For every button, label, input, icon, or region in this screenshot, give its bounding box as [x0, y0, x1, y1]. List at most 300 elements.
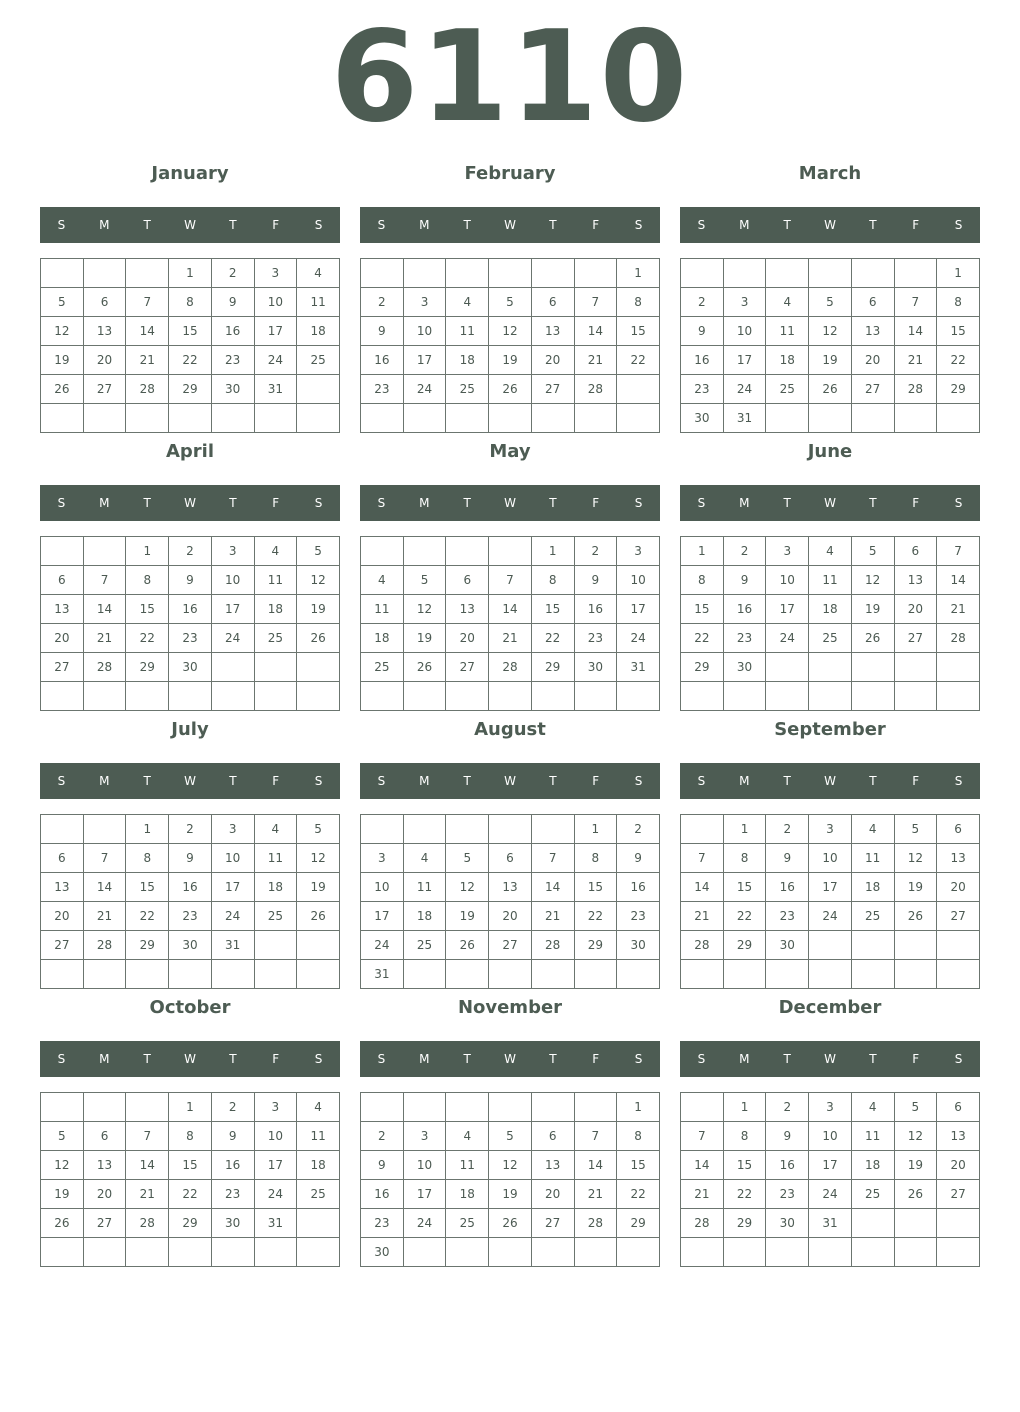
weekday-label: S — [377, 774, 386, 788]
day-cell: 23 — [681, 375, 724, 404]
empty-day-cell — [489, 259, 532, 288]
empty-day-cell — [446, 960, 489, 989]
empty-day-cell — [851, 259, 894, 288]
day-cell: 14 — [489, 595, 532, 624]
day-cell: 16 — [211, 1151, 254, 1180]
empty-day-cell — [446, 1093, 489, 1122]
week-row — [681, 404, 980, 433]
day-cell: 29 — [681, 653, 724, 682]
empty-day-cell — [681, 682, 724, 711]
day-cell: 29 — [574, 931, 617, 960]
empty-day-cell — [617, 682, 660, 711]
day-cell: 30 — [361, 1238, 404, 1267]
day-cell: 29 — [617, 1209, 660, 1238]
weekday-header — [40, 207, 340, 243]
weekday-label: F — [912, 218, 920, 232]
day-cell: 4 — [297, 259, 340, 288]
day-cell: 5 — [894, 815, 937, 844]
day-cell: 9 — [361, 1151, 404, 1180]
day-cell: 10 — [809, 844, 852, 873]
day-cell: 4 — [361, 566, 404, 595]
day-cell: 18 — [361, 624, 404, 653]
day-cell: 22 — [126, 902, 169, 931]
empty-day-cell — [83, 682, 126, 711]
day-cell: 19 — [41, 346, 84, 375]
day-cell: 8 — [126, 566, 169, 595]
week-row — [41, 682, 340, 711]
day-cell: 18 — [809, 595, 852, 624]
day-cell: 1 — [617, 259, 660, 288]
day-cell: 19 — [489, 1180, 532, 1209]
empty-day-cell — [766, 1238, 809, 1267]
weekday-label: T — [229, 218, 237, 232]
day-cell: 17 — [361, 902, 404, 931]
day-grid — [680, 814, 980, 989]
empty-day-cell — [361, 537, 404, 566]
day-cell: 8 — [169, 288, 212, 317]
day-cell: 14 — [126, 317, 169, 346]
empty-day-cell — [297, 653, 340, 682]
day-cell: 15 — [617, 1151, 660, 1180]
empty-day-cell — [894, 1238, 937, 1267]
weekday-label: F — [592, 774, 600, 788]
weekday-label: S — [377, 496, 386, 510]
weekday-header — [40, 1041, 340, 1077]
weekday-header — [40, 485, 340, 521]
empty-day-cell — [254, 653, 297, 682]
week-row — [41, 566, 340, 595]
day-cell: 18 — [254, 873, 297, 902]
day-cell: 31 — [211, 931, 254, 960]
day-cell: 28 — [681, 1209, 724, 1238]
day-cell: 18 — [446, 1180, 489, 1209]
empty-day-cell — [531, 960, 574, 989]
month-name: April — [165, 441, 215, 462]
weekday-label: M — [99, 218, 110, 232]
empty-day-cell — [361, 1093, 404, 1122]
week-row — [361, 931, 660, 960]
week-row — [681, 259, 980, 288]
day-cell: 11 — [766, 317, 809, 346]
weekday-label: M — [419, 218, 430, 232]
day-cell: 8 — [723, 1122, 766, 1151]
day-cell: 7 — [83, 844, 126, 873]
day-cell: 27 — [83, 1209, 126, 1238]
weekday-label: M — [739, 496, 750, 510]
week-row — [681, 873, 980, 902]
week-row — [361, 682, 660, 711]
day-cell: 26 — [894, 902, 937, 931]
empty-day-cell — [41, 682, 84, 711]
day-cell: 1 — [126, 815, 169, 844]
week-row — [41, 873, 340, 902]
day-cell: 13 — [937, 844, 980, 873]
day-cell: 16 — [211, 317, 254, 346]
empty-day-cell — [681, 960, 724, 989]
day-cell: 29 — [126, 653, 169, 682]
day-cell: 14 — [83, 595, 126, 624]
weekday-label: T — [869, 1052, 877, 1066]
day-cell: 27 — [489, 931, 532, 960]
day-cell: 11 — [297, 1122, 340, 1151]
empty-day-cell — [403, 259, 446, 288]
day-cell: 17 — [254, 1151, 297, 1180]
day-cell: 13 — [894, 566, 937, 595]
empty-day-cell — [531, 259, 574, 288]
empty-day-cell — [41, 404, 84, 433]
day-cell: 6 — [41, 844, 84, 873]
day-cell: 3 — [809, 815, 852, 844]
day-cell: 26 — [894, 1180, 937, 1209]
empty-day-cell — [83, 259, 126, 288]
day-cell: 21 — [681, 1180, 724, 1209]
day-cell: 1 — [169, 259, 212, 288]
week-row — [41, 1238, 340, 1267]
day-cell: 25 — [403, 931, 446, 960]
day-cell: 2 — [766, 815, 809, 844]
day-cell: 27 — [41, 653, 84, 682]
weekday-header — [40, 763, 340, 799]
month-name: May — [489, 441, 531, 462]
day-cell: 30 — [211, 1209, 254, 1238]
weekday-label: W — [824, 1052, 836, 1066]
day-cell: 8 — [937, 288, 980, 317]
weekday-label: W — [184, 774, 196, 788]
week-row — [361, 815, 660, 844]
day-cell: 26 — [809, 375, 852, 404]
day-cell: 31 — [254, 1209, 297, 1238]
week-row — [681, 844, 980, 873]
day-cell: 11 — [446, 1151, 489, 1180]
empty-day-cell — [574, 682, 617, 711]
weekday-label: W — [184, 1052, 196, 1066]
day-cell: 22 — [937, 346, 980, 375]
empty-day-cell — [937, 1209, 980, 1238]
day-cell: 24 — [361, 931, 404, 960]
day-cell: 13 — [531, 317, 574, 346]
empty-day-cell — [851, 682, 894, 711]
day-cell: 18 — [254, 595, 297, 624]
day-cell: 2 — [574, 537, 617, 566]
day-cell: 25 — [361, 653, 404, 682]
day-cell: 22 — [723, 902, 766, 931]
day-cell: 9 — [681, 317, 724, 346]
empty-day-cell — [169, 960, 212, 989]
day-cell: 14 — [681, 873, 724, 902]
weekday-label: F — [272, 774, 280, 788]
weekday-label: W — [184, 218, 196, 232]
day-cell: 5 — [403, 566, 446, 595]
day-cell: 8 — [617, 1122, 660, 1151]
day-cell: 13 — [851, 317, 894, 346]
day-grid — [360, 814, 660, 989]
weekday-label: T — [869, 774, 877, 788]
weekday-label: F — [912, 774, 920, 788]
day-cell: 25 — [446, 1209, 489, 1238]
empty-day-cell — [809, 259, 852, 288]
empty-day-cell — [766, 404, 809, 433]
week-row — [361, 1209, 660, 1238]
empty-day-cell — [126, 1238, 169, 1267]
week-row — [41, 595, 340, 624]
empty-day-cell — [403, 682, 446, 711]
day-cell: 19 — [809, 346, 852, 375]
empty-day-cell — [361, 682, 404, 711]
weekday-label: T — [869, 218, 877, 232]
day-cell: 27 — [937, 902, 980, 931]
day-cell: 25 — [809, 624, 852, 653]
day-cell: 12 — [297, 566, 340, 595]
week-row — [361, 960, 660, 989]
day-cell: 15 — [617, 317, 660, 346]
empty-day-cell — [937, 682, 980, 711]
empty-day-cell — [297, 375, 340, 404]
day-cell: 25 — [254, 624, 297, 653]
weekday-label: S — [314, 1052, 323, 1066]
week-row — [681, 317, 980, 346]
day-cell: 26 — [489, 375, 532, 404]
day-cell: 5 — [894, 1093, 937, 1122]
day-cell: 26 — [297, 902, 340, 931]
day-cell: 6 — [531, 288, 574, 317]
day-cell: 9 — [211, 1122, 254, 1151]
empty-day-cell — [403, 960, 446, 989]
week-row — [361, 1093, 660, 1122]
day-cell: 22 — [681, 624, 724, 653]
empty-day-cell — [809, 1238, 852, 1267]
empty-day-cell — [894, 682, 937, 711]
day-cell: 10 — [723, 317, 766, 346]
weekday-header — [680, 1041, 980, 1077]
weekday-label: T — [229, 1052, 237, 1066]
day-cell: 8 — [169, 1122, 212, 1151]
day-cell: 7 — [574, 288, 617, 317]
day-cell: 8 — [617, 288, 660, 317]
week-row — [41, 653, 340, 682]
day-cell: 12 — [489, 317, 532, 346]
empty-day-cell — [851, 1209, 894, 1238]
day-cell: 24 — [403, 1209, 446, 1238]
empty-day-cell — [574, 960, 617, 989]
weekday-label: S — [377, 218, 386, 232]
day-cell: 6 — [937, 815, 980, 844]
day-cell: 18 — [297, 317, 340, 346]
day-cell: 23 — [766, 1180, 809, 1209]
empty-day-cell — [809, 960, 852, 989]
day-cell: 23 — [361, 375, 404, 404]
day-cell: 27 — [446, 653, 489, 682]
day-cell: 28 — [83, 653, 126, 682]
week-row — [41, 259, 340, 288]
day-cell: 24 — [617, 624, 660, 653]
day-cell: 10 — [254, 288, 297, 317]
day-cell: 12 — [894, 844, 937, 873]
empty-day-cell — [809, 404, 852, 433]
day-cell: 11 — [254, 566, 297, 595]
day-cell: 18 — [403, 902, 446, 931]
day-cell: 15 — [169, 1151, 212, 1180]
day-grid — [680, 536, 980, 711]
day-cell: 5 — [297, 537, 340, 566]
weekday-label: F — [912, 1052, 920, 1066]
weekday-label: W — [824, 218, 836, 232]
day-cell: 24 — [403, 375, 446, 404]
day-cell: 1 — [937, 259, 980, 288]
empty-day-cell — [41, 537, 84, 566]
empty-day-cell — [169, 404, 212, 433]
week-row — [361, 902, 660, 931]
day-cell: 12 — [297, 844, 340, 873]
day-cell: 27 — [894, 624, 937, 653]
year-title: 6110 — [330, 3, 690, 150]
day-cell: 20 — [937, 873, 980, 902]
day-cell: 10 — [403, 317, 446, 346]
day-cell: 5 — [41, 1122, 84, 1151]
empty-day-cell — [403, 537, 446, 566]
empty-day-cell — [83, 537, 126, 566]
weekday-label: T — [783, 218, 791, 232]
day-cell: 28 — [894, 375, 937, 404]
week-row — [681, 375, 980, 404]
day-cell: 7 — [531, 844, 574, 873]
day-cell: 17 — [809, 1151, 852, 1180]
day-cell: 30 — [766, 931, 809, 960]
weekday-label: T — [229, 774, 237, 788]
day-cell: 6 — [851, 288, 894, 317]
day-cell: 27 — [851, 375, 894, 404]
day-cell: 14 — [83, 873, 126, 902]
weekday-label: T — [463, 496, 471, 510]
day-cell: 21 — [574, 1180, 617, 1209]
empty-day-cell — [297, 1238, 340, 1267]
week-row — [681, 902, 980, 931]
day-cell: 1 — [681, 537, 724, 566]
day-cell: 12 — [403, 595, 446, 624]
empty-day-cell — [851, 931, 894, 960]
empty-day-cell — [403, 815, 446, 844]
day-cell: 26 — [851, 624, 894, 653]
day-cell: 7 — [937, 537, 980, 566]
day-cell: 18 — [851, 873, 894, 902]
day-cell: 22 — [169, 1180, 212, 1209]
day-cell: 3 — [211, 815, 254, 844]
day-cell: 13 — [937, 1122, 980, 1151]
day-cell: 31 — [617, 653, 660, 682]
weekday-label: F — [592, 1052, 600, 1066]
empty-day-cell — [403, 1093, 446, 1122]
day-cell: 1 — [169, 1093, 212, 1122]
week-row — [681, 960, 980, 989]
day-cell: 8 — [126, 844, 169, 873]
day-cell: 28 — [126, 375, 169, 404]
week-row — [361, 404, 660, 433]
day-cell: 31 — [723, 404, 766, 433]
day-cell: 3 — [361, 844, 404, 873]
empty-day-cell — [297, 404, 340, 433]
day-cell: 7 — [83, 566, 126, 595]
day-cell: 28 — [531, 931, 574, 960]
weekday-label: T — [143, 774, 151, 788]
week-row — [361, 624, 660, 653]
empty-day-cell — [446, 1238, 489, 1267]
week-row — [681, 1122, 980, 1151]
empty-day-cell — [254, 960, 297, 989]
day-cell: 31 — [361, 960, 404, 989]
day-cell: 20 — [83, 346, 126, 375]
day-cell: 23 — [766, 902, 809, 931]
empty-day-cell — [403, 1238, 446, 1267]
day-cell: 19 — [297, 595, 340, 624]
day-cell: 15 — [574, 873, 617, 902]
day-cell: 23 — [169, 902, 212, 931]
day-cell: 11 — [851, 1122, 894, 1151]
empty-day-cell — [766, 259, 809, 288]
weekday-label: F — [272, 496, 280, 510]
day-cell: 4 — [297, 1093, 340, 1122]
empty-day-cell — [403, 404, 446, 433]
day-cell: 24 — [809, 902, 852, 931]
week-row — [41, 404, 340, 433]
month-name: October — [149, 997, 231, 1018]
empty-day-cell — [254, 682, 297, 711]
day-cell: 24 — [254, 1180, 297, 1209]
day-cell: 23 — [211, 346, 254, 375]
day-cell: 23 — [211, 1180, 254, 1209]
empty-day-cell — [41, 960, 84, 989]
day-cell: 5 — [489, 288, 532, 317]
empty-day-cell — [723, 682, 766, 711]
day-cell: 8 — [531, 566, 574, 595]
day-cell: 16 — [617, 873, 660, 902]
day-cell: 3 — [254, 1093, 297, 1122]
day-cell: 7 — [574, 1122, 617, 1151]
day-cell: 7 — [681, 1122, 724, 1151]
empty-day-cell — [446, 404, 489, 433]
weekday-label: M — [739, 774, 750, 788]
empty-day-cell — [574, 1093, 617, 1122]
weekday-header — [680, 207, 980, 243]
weekday-label: S — [57, 218, 66, 232]
day-cell: 17 — [211, 595, 254, 624]
week-row — [41, 902, 340, 931]
day-cell: 9 — [361, 317, 404, 346]
day-cell: 2 — [169, 815, 212, 844]
week-row — [681, 1238, 980, 1267]
week-row — [361, 259, 660, 288]
empty-day-cell — [531, 404, 574, 433]
weekday-label: S — [697, 1052, 706, 1066]
day-cell: 22 — [574, 902, 617, 931]
day-cell: 17 — [766, 595, 809, 624]
day-cell: 13 — [446, 595, 489, 624]
empty-day-cell — [851, 960, 894, 989]
day-grid — [360, 258, 660, 433]
week-row — [41, 375, 340, 404]
day-cell: 14 — [937, 566, 980, 595]
day-cell: 21 — [83, 624, 126, 653]
weekday-label: S — [314, 218, 323, 232]
empty-day-cell — [723, 259, 766, 288]
day-grid — [680, 1092, 980, 1267]
day-cell: 10 — [211, 566, 254, 595]
day-cell: 25 — [851, 1180, 894, 1209]
weekday-label: T — [549, 1052, 557, 1066]
weekday-label: S — [634, 496, 643, 510]
day-cell: 9 — [617, 844, 660, 873]
day-cell: 18 — [297, 1151, 340, 1180]
weekday-label: T — [549, 774, 557, 788]
day-grid — [40, 814, 340, 989]
